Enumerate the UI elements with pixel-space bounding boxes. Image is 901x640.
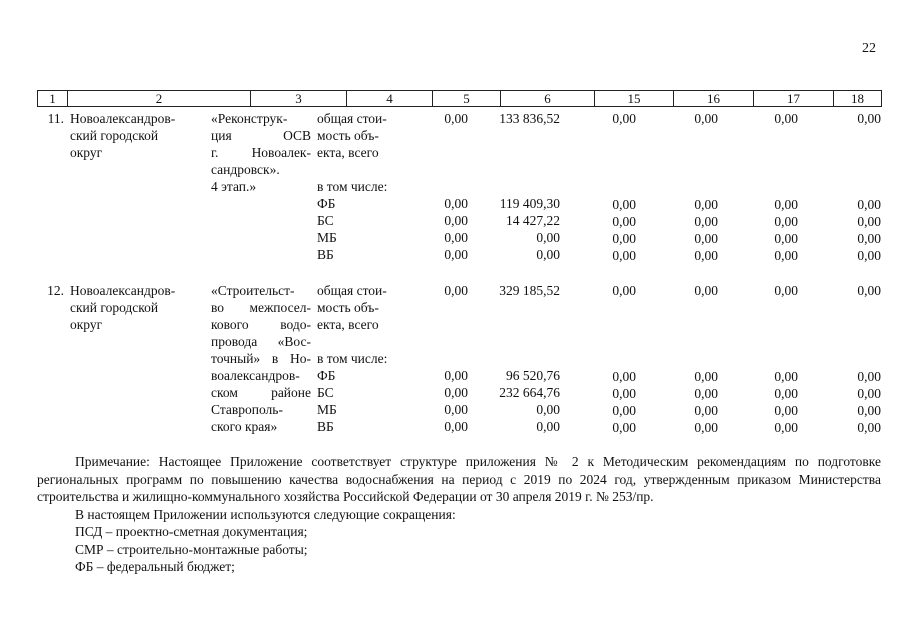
project-word: в: [271, 351, 279, 366]
value-cell: 0,00: [694, 369, 718, 384]
funding-source-label: ВБ: [317, 419, 334, 434]
project-word: водо-: [280, 317, 311, 332]
project-word: «Вос-: [277, 334, 311, 349]
column-number-header: [37, 90, 882, 107]
row-number: 12.: [47, 283, 64, 298]
project-word: ском: [211, 385, 238, 400]
cost-type-line: мость объ-: [317, 128, 379, 143]
organization-line: Новоалександров-: [70, 283, 176, 298]
project-line: [211, 350, 311, 367]
value-cell: 0,00: [612, 197, 636, 212]
column-number-cell: 4: [347, 91, 433, 107]
project-word: воалександров-: [211, 368, 300, 383]
abbreviations-intro: В настоящем Приложении используются следующие сокращения:: [75, 506, 456, 522]
value-cell: 0,00: [694, 403, 718, 418]
cost-type-line: мость объ-: [317, 300, 379, 315]
value-cell: 0,00: [857, 420, 881, 435]
column-number-cell: 1: [38, 91, 68, 107]
value-cell: 0,00: [774, 369, 798, 384]
value-cell: 133 836,52: [499, 111, 560, 126]
cost-type-line: екта, всего: [317, 317, 379, 332]
project-word: точный»: [211, 351, 261, 366]
value-cell: 0,00: [612, 386, 636, 401]
value-cell: 0,00: [774, 283, 798, 298]
value-cell: 0,00: [774, 231, 798, 246]
value-cell: 0,00: [694, 231, 718, 246]
value-cell: 0,00: [612, 214, 636, 229]
value-cell: 0,00: [444, 368, 468, 383]
value-cell: 0,00: [857, 386, 881, 401]
value-cell: 0,00: [694, 248, 718, 263]
organization-line: округ: [70, 145, 103, 160]
value-cell: 0,00: [612, 403, 636, 418]
value-cell: 0,00: [774, 248, 798, 263]
project-line: [211, 333, 311, 350]
value-cell: 0,00: [774, 420, 798, 435]
value-cell: 0,00: [444, 230, 468, 245]
value-cell: 0,00: [774, 111, 798, 126]
value-cell: 0,00: [536, 419, 560, 434]
note-section: [37, 453, 881, 576]
project-line: [211, 161, 311, 178]
project-word: г.: [211, 145, 219, 160]
project-word: ция: [211, 128, 232, 143]
value-cell: 0,00: [857, 248, 881, 263]
project-line: [211, 110, 311, 127]
funding-source-label: ФБ: [317, 368, 336, 383]
project-line: [211, 144, 311, 161]
organization-line: округ: [70, 317, 103, 332]
value-cell: 329 185,52: [499, 283, 560, 298]
project-word: провода: [211, 334, 258, 349]
project-word: кового: [211, 317, 249, 332]
column-number-cell: 15: [595, 91, 674, 107]
value-cell: 96 520,76: [506, 368, 560, 383]
value-cell: 232 664,76: [499, 385, 560, 400]
value-cell: 0,00: [774, 386, 798, 401]
project-line: [211, 401, 311, 418]
project-word: «Строительст-: [211, 283, 295, 298]
including-label: в том числе:: [317, 179, 388, 194]
cost-type-line: общая стои-: [317, 283, 387, 298]
value-cell: 0,00: [857, 197, 881, 212]
value-cell: 0,00: [444, 419, 468, 434]
value-cell: 0,00: [694, 214, 718, 229]
project-line: [211, 178, 311, 195]
value-cell: 0,00: [774, 197, 798, 212]
column-number-cell: 5: [433, 91, 501, 107]
value-cell: 0,00: [612, 111, 636, 126]
value-cell: 0,00: [857, 369, 881, 384]
column-number-cell: 16: [674, 91, 754, 107]
including-label: в том числе:: [317, 351, 388, 366]
value-cell: 0,00: [694, 386, 718, 401]
project-word: Новоалек-: [251, 145, 311, 160]
organization-line: Новоалександров-: [70, 111, 176, 126]
value-cell: 0,00: [694, 283, 718, 298]
value-cell: 0,00: [774, 403, 798, 418]
project-word: ского края»: [211, 419, 278, 434]
value-cell: 0,00: [444, 247, 468, 262]
value-cell: 0,00: [857, 214, 881, 229]
value-cell: 0,00: [444, 213, 468, 228]
abbreviation-item: ФБ – федеральный бюджет;: [75, 559, 235, 574]
value-cell: 0,00: [694, 197, 718, 212]
column-number-cell: 18: [834, 91, 882, 107]
abbreviation-item: СМР – строительно-монтажные работы;: [75, 541, 308, 557]
funding-source-label: МБ: [317, 230, 337, 245]
value-cell: 0,00: [612, 420, 636, 435]
funding-source-label: БС: [317, 385, 334, 400]
value-cell: 0,00: [444, 402, 468, 417]
project-line: [211, 127, 311, 144]
project-word: «Реконструк-: [211, 111, 288, 126]
value-cell: 0,00: [612, 248, 636, 263]
value-cell: 0,00: [857, 283, 881, 298]
value-cell: 0,00: [857, 403, 881, 418]
value-cell: 14 427,22: [506, 213, 560, 228]
value-cell: 0,00: [612, 231, 636, 246]
value-cell: 0,00: [536, 402, 560, 417]
value-cell: 0,00: [612, 283, 636, 298]
value-cell: 0,00: [444, 111, 468, 126]
project-word: Но-: [290, 351, 311, 366]
value-cell: 0,00: [536, 247, 560, 262]
project-word: сандровск».: [211, 162, 280, 177]
project-word: районе: [271, 385, 311, 400]
page-number: 22: [862, 41, 876, 56]
column-number-cell: 2: [68, 91, 251, 107]
column-number-cell: 17: [754, 91, 834, 107]
cost-type-line: общая стои-: [317, 111, 387, 126]
value-cell: 0,00: [774, 214, 798, 229]
value-cell: 0,00: [857, 111, 881, 126]
value-cell: 0,00: [536, 230, 560, 245]
value-cell: 0,00: [444, 283, 468, 298]
project-line: [211, 418, 311, 435]
organization-line: ский городской: [70, 300, 159, 315]
value-cell: 0,00: [857, 231, 881, 246]
project-line: [211, 384, 311, 401]
project-word: ОСВ: [283, 128, 311, 143]
project-word: 4 этап.»: [211, 179, 257, 194]
value-cell: 0,00: [444, 196, 468, 211]
organization-line: ский городской: [70, 128, 159, 143]
row-number: 11.: [47, 111, 64, 126]
project-line: [211, 367, 311, 384]
value-cell: 0,00: [612, 369, 636, 384]
funding-source-label: МБ: [317, 402, 337, 417]
column-number-cell: 6: [501, 91, 595, 107]
project-line: [211, 316, 311, 333]
column-number-cell: 3: [251, 91, 347, 107]
project-word: Ставрополь-: [211, 402, 283, 417]
funding-source-label: ВБ: [317, 247, 334, 262]
project-line: [211, 299, 311, 316]
project-line: [211, 282, 311, 299]
value-cell: 119 409,30: [499, 196, 560, 211]
abbreviation-item: ПСД – проектно-сметная документация;: [75, 524, 308, 539]
funding-source-label: ФБ: [317, 196, 336, 211]
note-paragraph: Примечание: Настоящее Приложение соответствует структуре приложения № 2 к Методическим рекомендациям по подготовке региональных программ по повышению качества водоснабжения на период с 2019 по 2024 год, утвержденным приказом Министерства строительства и жилищно-коммунального хозяйства Российской Федерации от 30 апреля 2019 г. № 253/пр.: [37, 454, 881, 504]
project-word: во: [211, 300, 225, 315]
funding-source-label: БС: [317, 213, 334, 228]
value-cell: 0,00: [444, 385, 468, 400]
cost-type-line: екта, всего: [317, 145, 379, 160]
value-cell: 0,00: [694, 420, 718, 435]
project-word: межпосел-: [249, 300, 311, 315]
value-cell: 0,00: [694, 111, 718, 126]
